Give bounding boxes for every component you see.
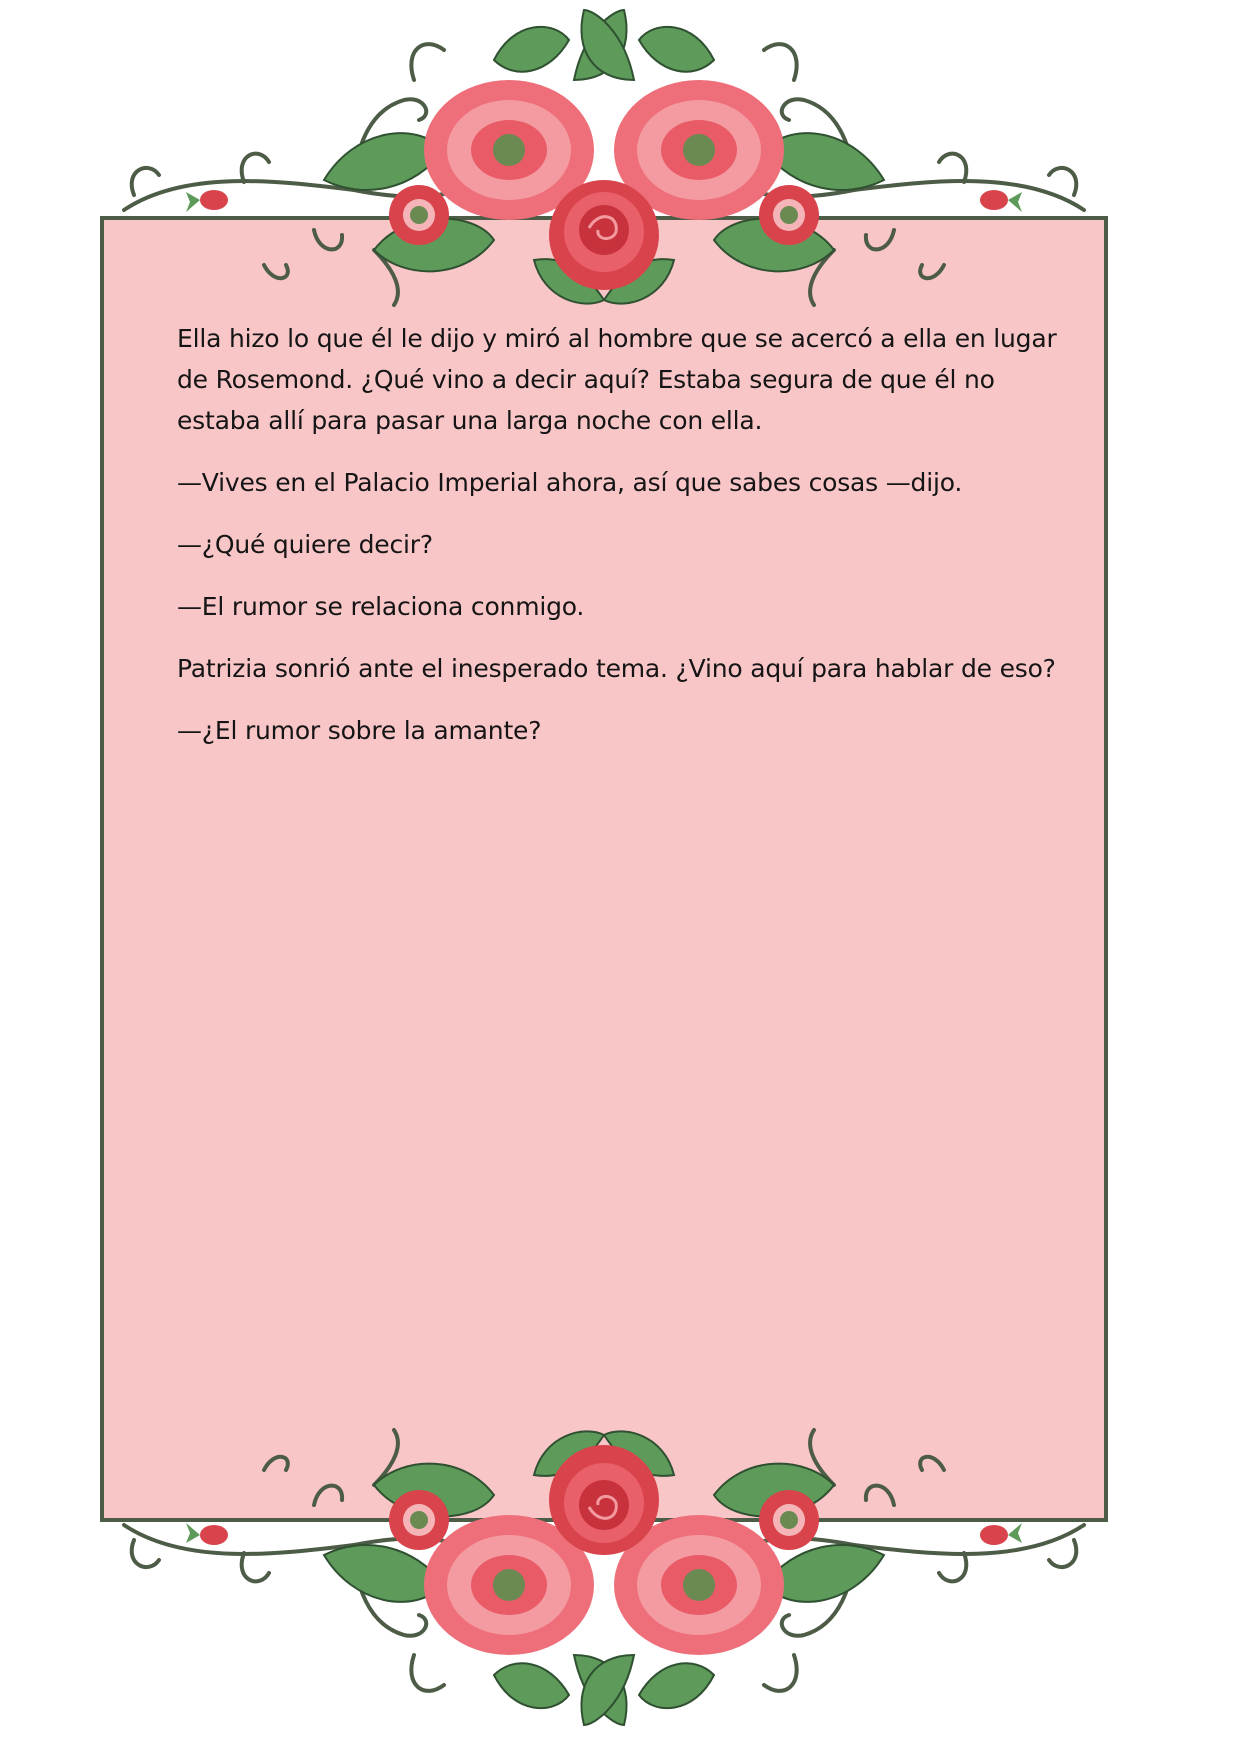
document-body [177,318,1077,772]
paragraph: Patrizia sonrió ante el inesperado tema. ¿Vino aquí para hablar de eso? [177,654,1056,683]
paragraph: Ella hizo lo que él le dijo y miró al hombre que se acercó a ella en lugar de Rosemond. ¿Qué vino a decir aquí? Estaba segura de que él no estaba allí para pasar una larga noche con ella. [177,324,1057,435]
paragraph: —El rumor se relaciona conmigo. [177,592,585,621]
paragraph: —Vives en el Palacio Imperial ahora, así que sabes cosas —dijo. [177,468,963,497]
paragraph: —¿El rumor sobre la amante? [177,716,542,745]
paragraph: —¿Qué quiere decir? [177,530,433,559]
